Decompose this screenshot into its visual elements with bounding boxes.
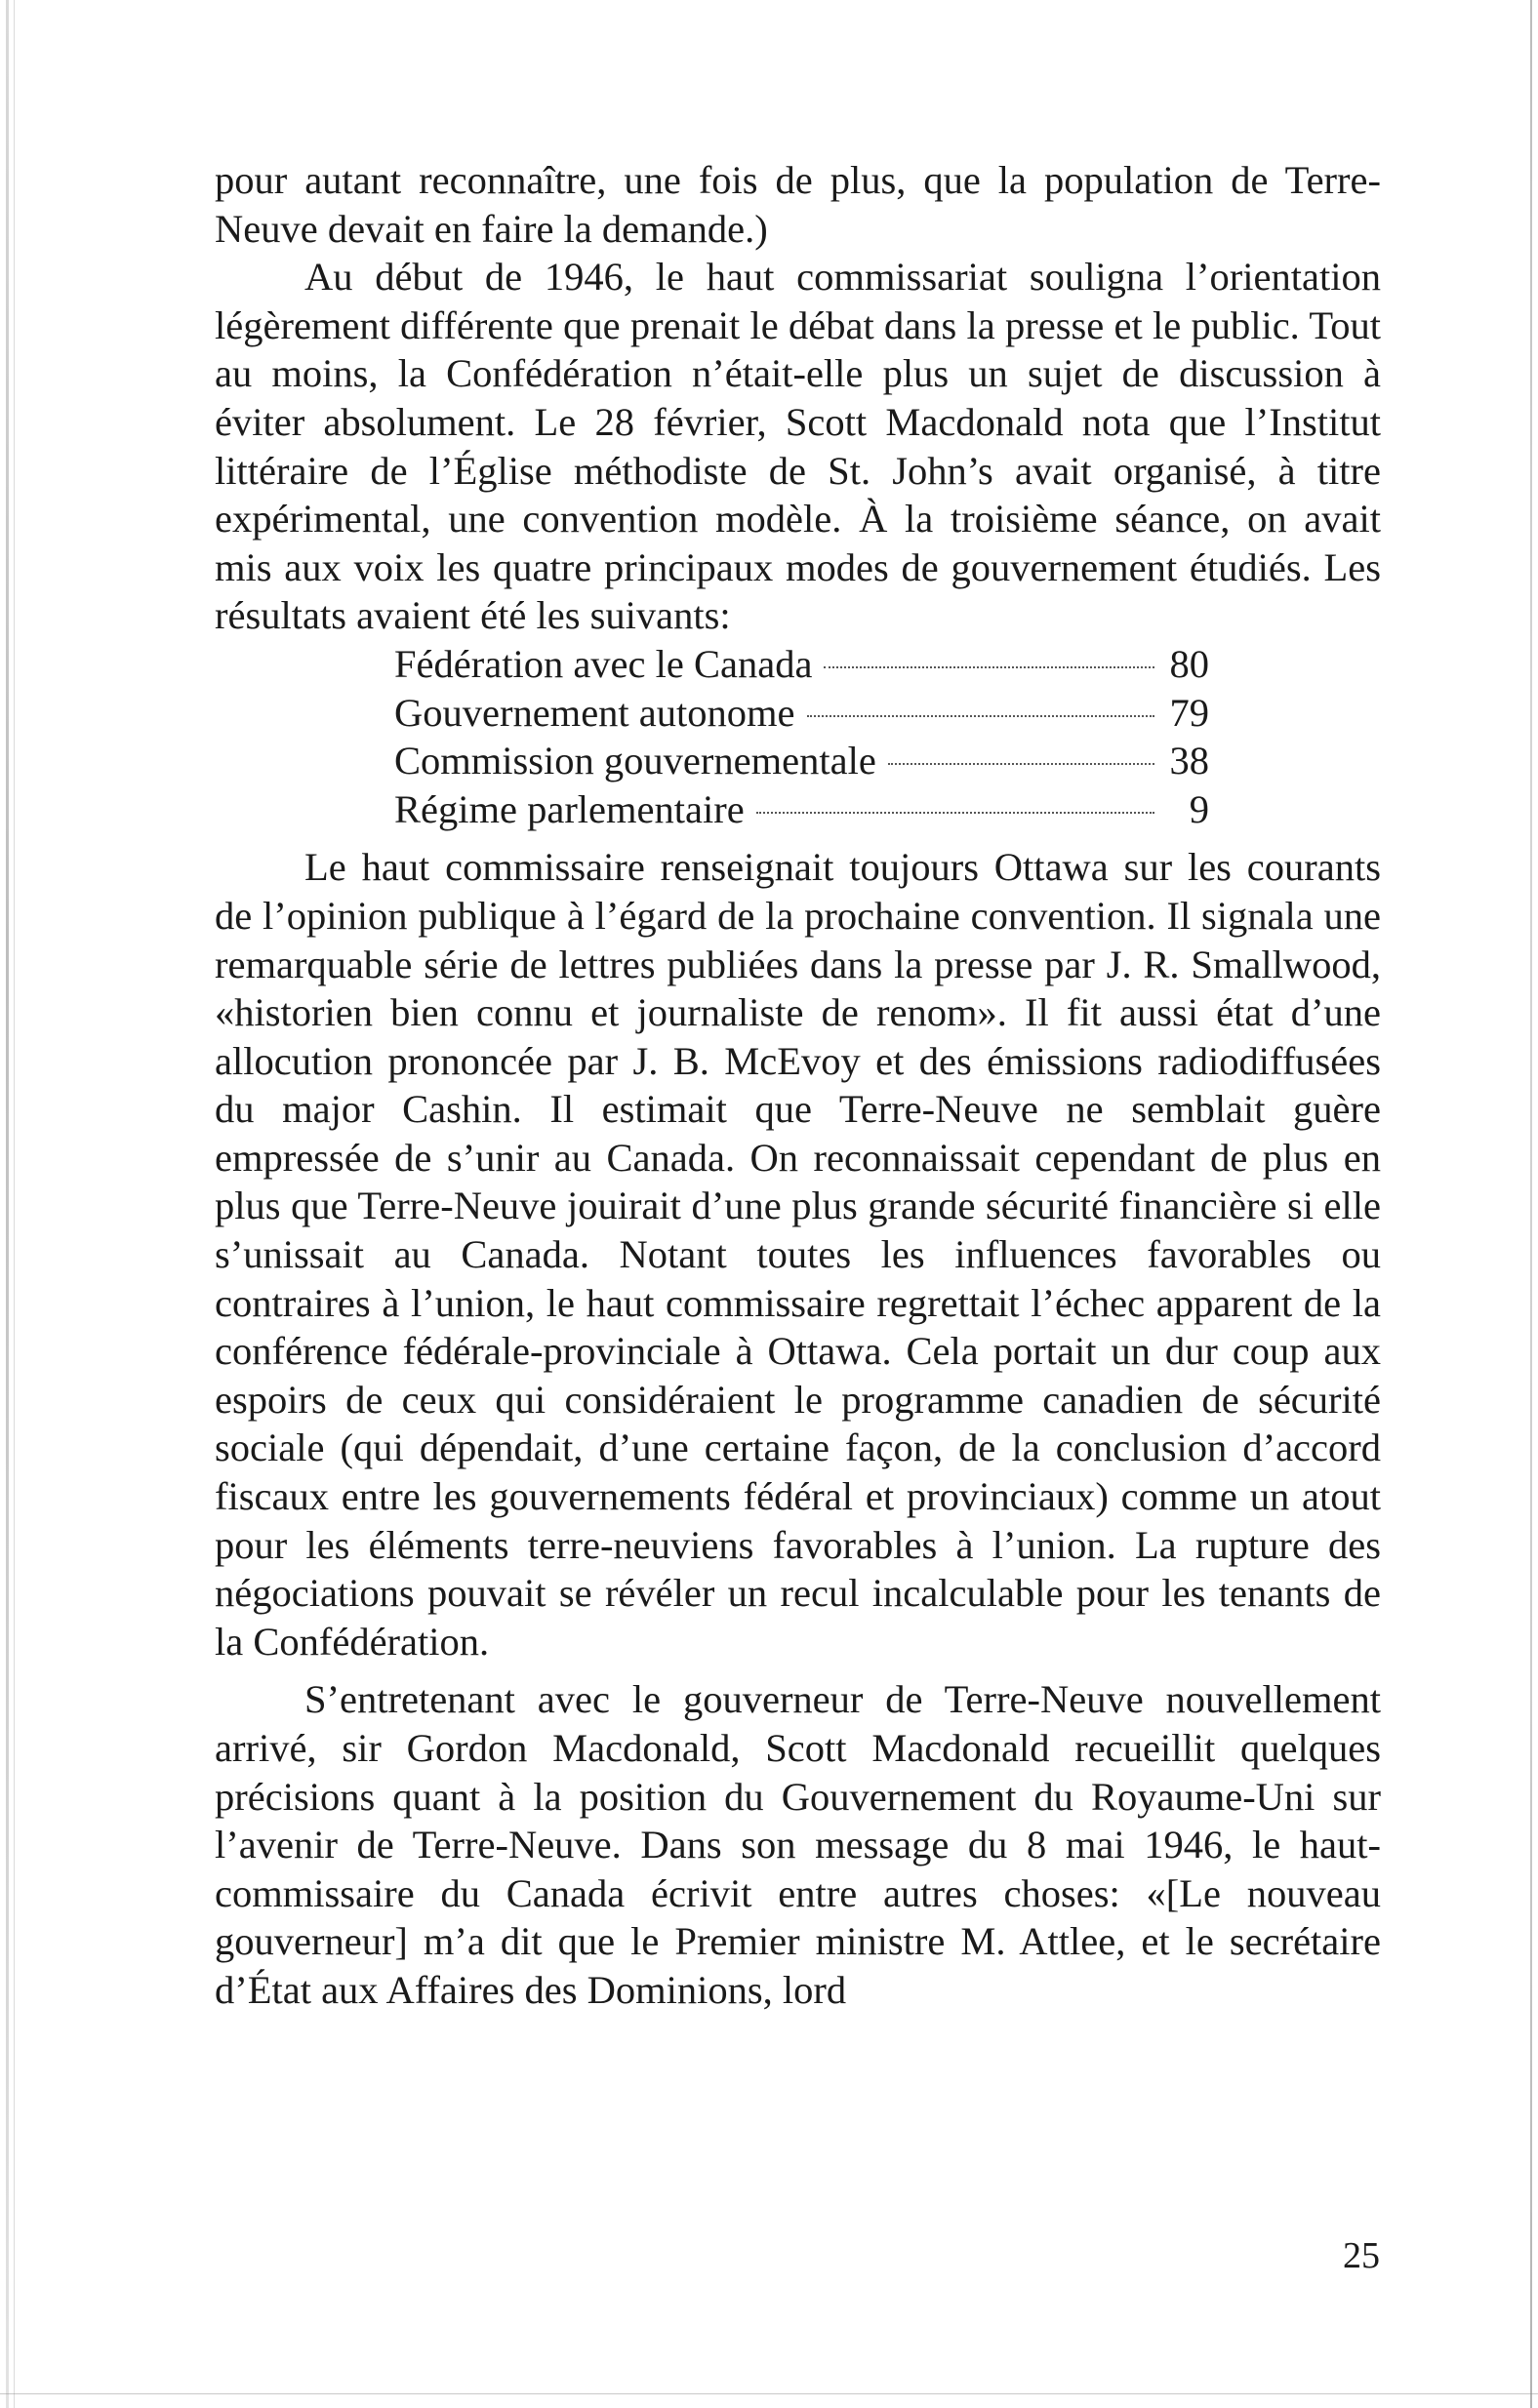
vote-count: 9 [1189,786,1209,831]
paragraph-continuation: pour autant reconnaître, une fois de plus, que la population de Terre-Neuve devait en faire la demande.) [215,158,1381,251]
dot-leader [807,715,1155,717]
vote-result-row [394,785,1209,834]
vote-option: Fédération avec le Canada [394,641,813,686]
vote-option: Commission gouvernementale [394,739,876,783]
dot-leader [888,763,1154,765]
vote-count: 38 [1169,739,1209,783]
paragraph-public-opinion: Le haut commissaire renseignait toujours Ottawa sur les courants de l’opinion publique à l’égard de la prochaine convention. Il signala une remarquable série de lettres publiées dans la presse par J. R. Smallwood, «historien bien connu et journaliste de renom». Il fit aussi état d’une allocution prononcée par J. B. McEvoy et des émissions radiodiffusées du major Cashin. Il estimait que Terre-Neuve ne semblait guère empressée de s’unir au Canada. On reconnaissait cependant de plus en plus que Terre-Neuve jouirait d’une plus grande sécurité financière si elle s’unissait au Canada. Notant toutes les influences favorables ou contraires à l’union, le haut commissaire regrettait l’échec apparent de la conférence fédérale-provinciale à Ottawa. Cela portait un dur coup aux espoirs de ceux qui considéraient le programme canadien de sécurité sociale (qui dépendait, d’une certaine façon, de la conclusion d’accord fiscaux entre les gouvernements fédéral et provinciaux) comme un atout pour les éléments terre-neuviens favorables à l’union. La rupture des négociations pouvait se révéler un recul incalculable pour les tenants de la Confédération. [215,845,1381,1664]
scan-left-edge-line [14,0,15,2408]
paragraph-governor-meeting: S’entretenant avec le gouverneur de Terre-Neuve nouvellement arrivé, sir Gordon Macdonald, Scott Macdonald recueillit quelques précisions quant à la position du Gouvernement du Royaume-Uni sur l’avenir de Terre-Neuve. Dans son message du 8 mai 1946, le haut-commissaire du Canada écrivit entre autres choses: «[Le nouveau gouverneur] m’a dit que le Premier ministre M. Attlee, et le secrétaire d’État aux Affaires des Dominions, lord [215,1677,1381,2012]
scan-right-edge [1530,0,1532,2408]
scan-bottom-edge [0,2393,1538,2394]
dot-leader [824,666,1154,668]
vote-option: Gouvernement autonome [394,690,795,735]
vote-count: 80 [1169,641,1209,686]
vote-option: Régime parlementaire [394,786,745,831]
vote-count: 79 [1169,690,1209,735]
page-number: 25 [1343,2235,1380,2276]
vote-result-row [394,640,1209,689]
vote-result-row [394,689,1209,738]
scan-left-edge [6,0,9,2408]
vote-result-row [394,737,1209,785]
vote-results-list [394,640,1209,833]
paragraph-model-convention: Au début de 1946, le haut commissariat souligna l’orientation légèrement différente que prenait le débat dans la presse et le public. Tout au moins, la Confédération n’était-elle plus un sujet de discussion à éviter absolument. Le 28 février, Scott Macdonald nota que l’Institut littéraire de l’Église méthodiste de St. John’s avait organisé, à titre expérimental, une convention modèle. À la troisième séance, on avait mis aux voix les quatre principaux modes de gouvernement étudiés. Les résultats avaient été les suivants: [215,255,1381,638]
body-text [215,156,1381,2015]
dot-leader [756,812,1154,814]
